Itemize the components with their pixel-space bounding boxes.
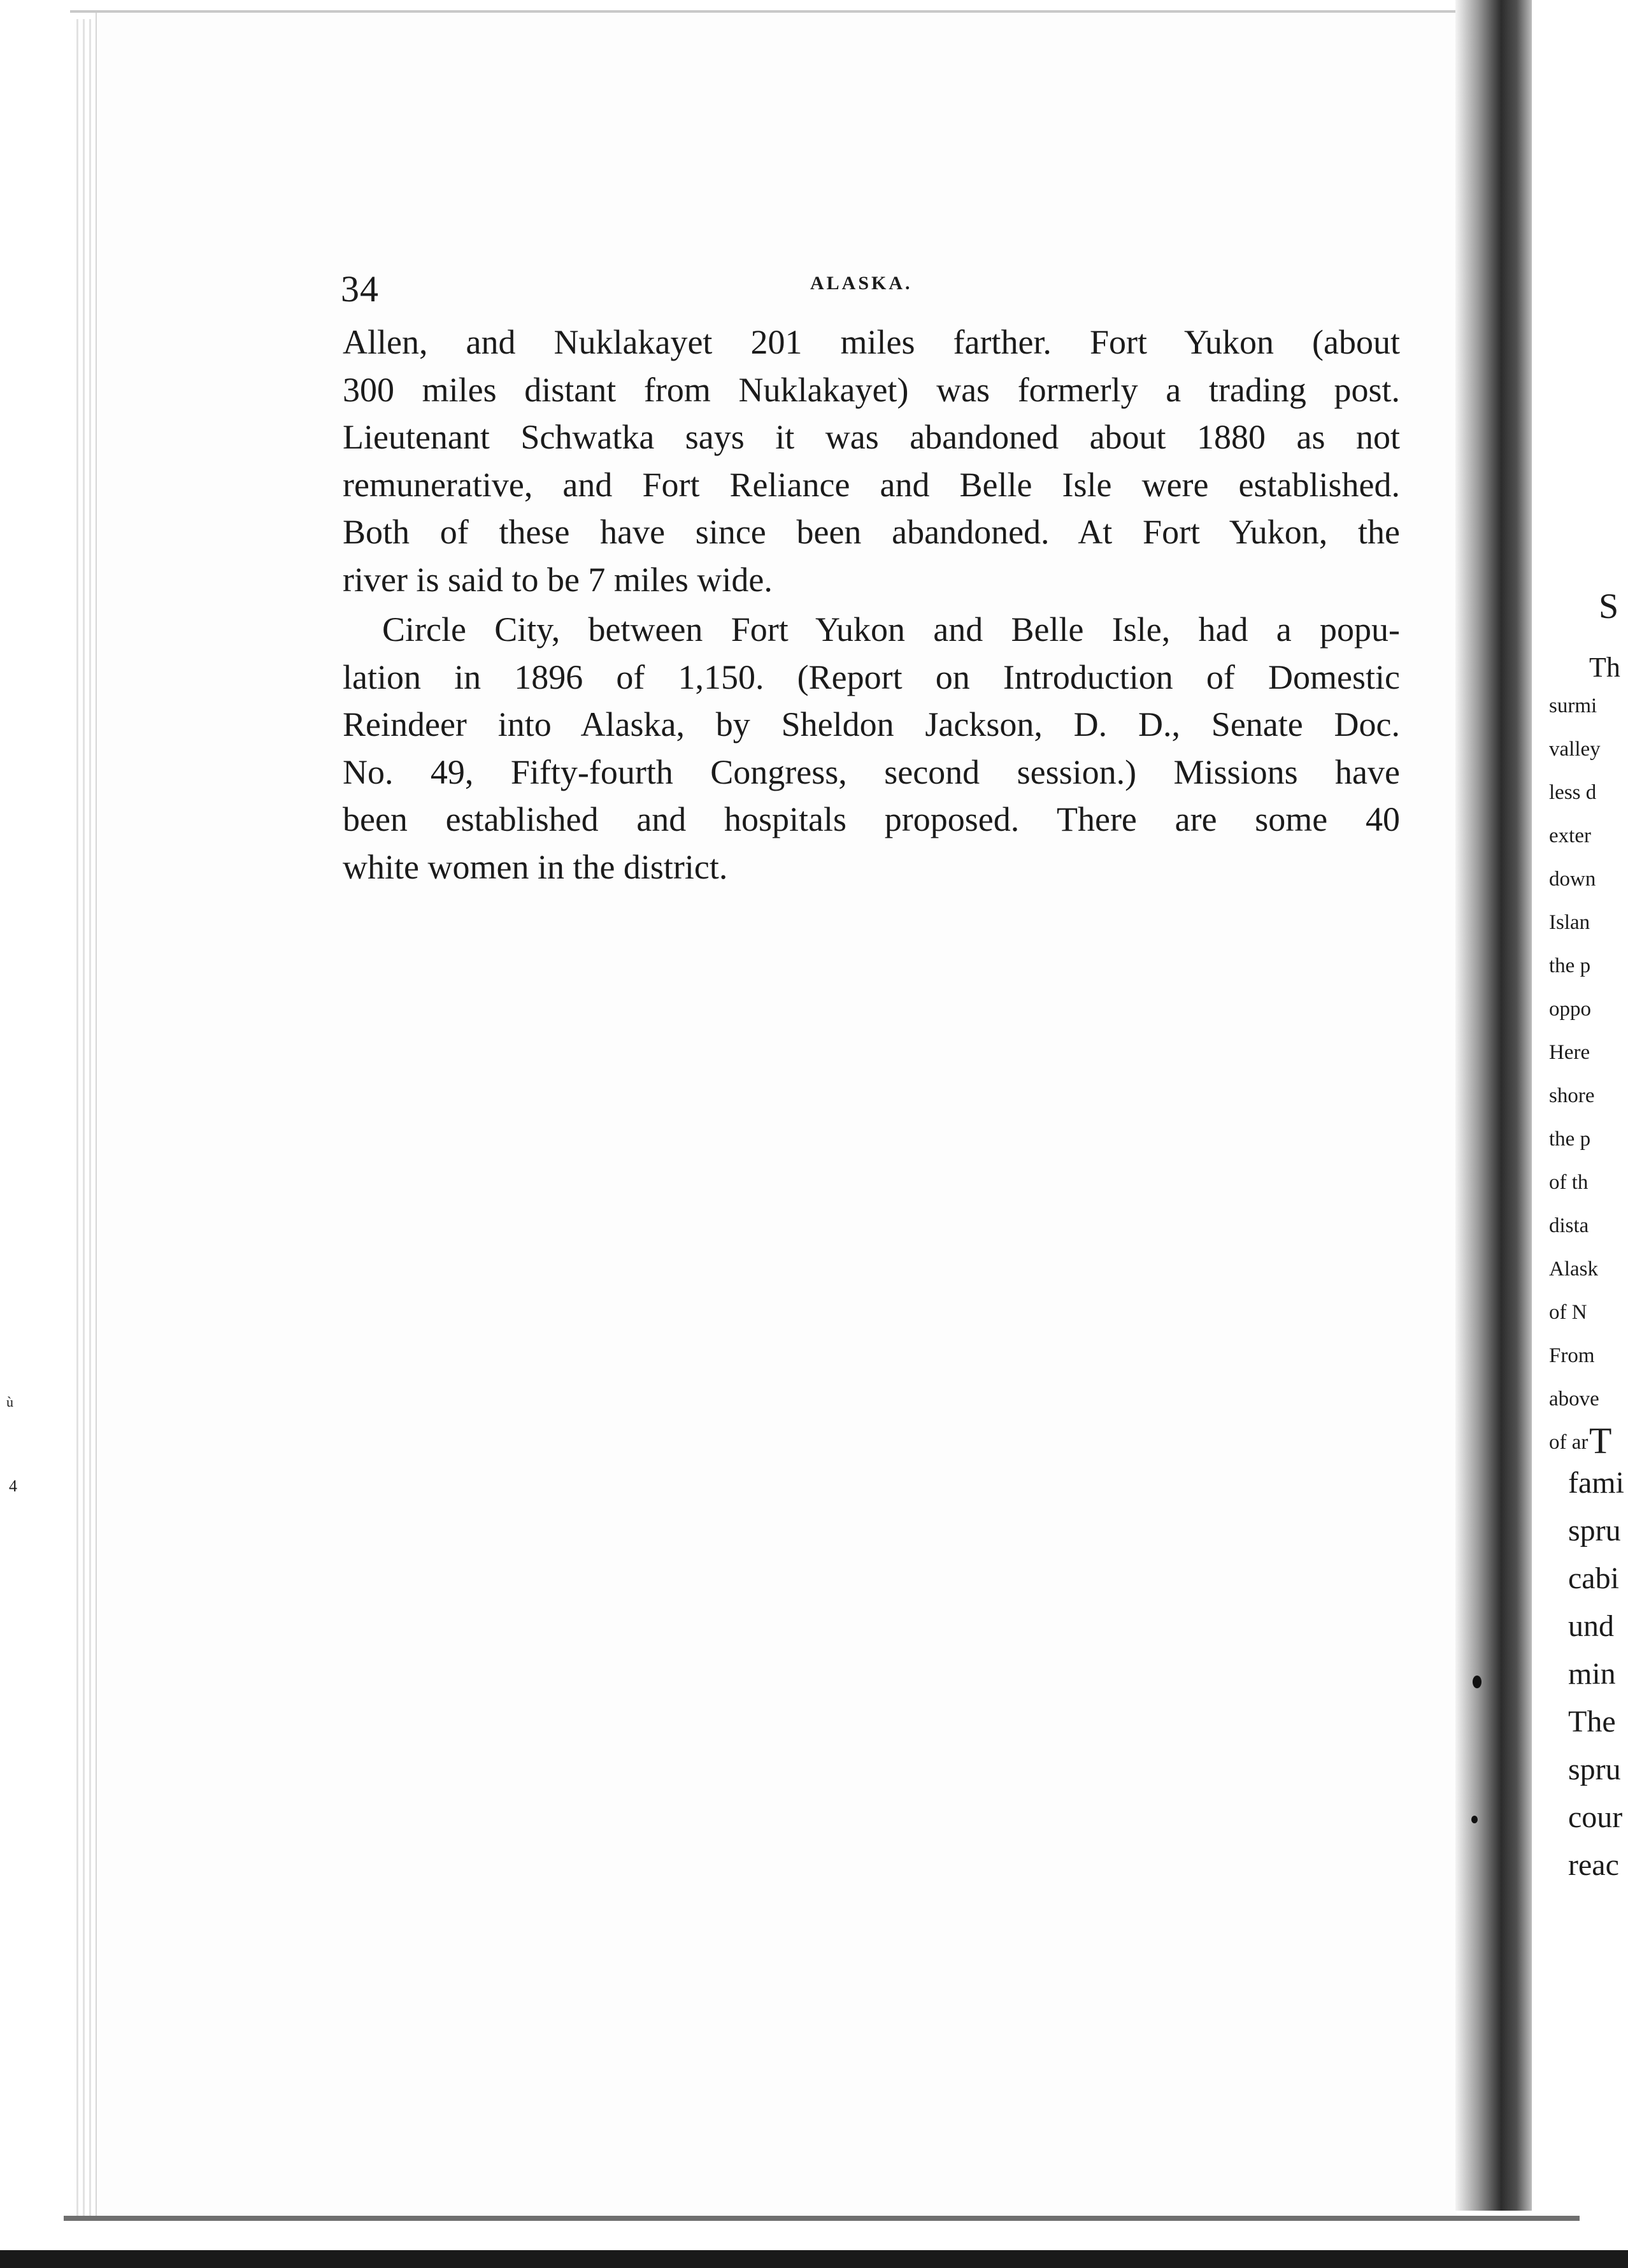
ink-speck [1473, 1676, 1482, 1688]
text-fragment: of th [1549, 1171, 1589, 1194]
page-number: 34 [341, 268, 379, 310]
text-fragment: cour [1568, 1800, 1623, 1834]
margin-mark: ù [6, 1394, 13, 1410]
book-gutter-shadow [1455, 0, 1532, 2211]
text-fragment: Th [1589, 652, 1620, 683]
text-fragment: above [1549, 1388, 1599, 1410]
text-line: No. 49, Fifty-fourth Congress, second session.) Missions have [343, 752, 1400, 791]
text-line: lation in 1896 of 1,150. (Report on Introduction of Domestic [343, 657, 1400, 696]
bottom-frame-rule [64, 2216, 1580, 2221]
text-fragment: the p [1549, 954, 1591, 977]
right-page-heading-fragment: S [1599, 587, 1619, 626]
text-line: river is said to be 7 miles wide. [343, 560, 773, 599]
text-fragment: of N [1549, 1301, 1587, 1324]
text-line: Circle City, between Fort Yukon and Belle Isle, had a popu- [382, 610, 1400, 649]
paragraph [343, 319, 1400, 603]
text-line: Lieutenant Schwatka says it was abandoned about 1880 as not [343, 418, 1400, 456]
text-fragment: dista [1549, 1214, 1589, 1237]
scan-bottom-band [0, 2250, 1628, 2268]
text-fragment: fami [1568, 1466, 1624, 1500]
text-fragment: min [1568, 1657, 1616, 1691]
text-line: white women in the district. [343, 847, 728, 886]
text-fragment: oppo [1549, 998, 1591, 1021]
text-fragment: cabi [1568, 1561, 1619, 1595]
text-line: Both of these have since been abandoned. At Fort Yukon, the [343, 513, 1400, 551]
ink-speck [1471, 1816, 1478, 1823]
text-fragment: less d [1549, 781, 1597, 804]
page-edge-line [89, 19, 91, 2217]
text-fragment: spru [1568, 1514, 1621, 1547]
text-fragment: The [1568, 1705, 1616, 1739]
text-line: been established and hospitals proposed. There are some 40 [343, 800, 1400, 838]
running-head: ALASKA. [810, 273, 913, 294]
text-fragment: Alask [1549, 1258, 1598, 1281]
text-line: Allen, and Nuklakayet 201 miles farther. Fort Yukon (about [343, 323, 1400, 361]
text-fragment: reac [1568, 1848, 1619, 1882]
text-fragment: From [1549, 1344, 1595, 1367]
text-fragment: surmi [1549, 694, 1597, 717]
text-fragment: spru [1568, 1753, 1621, 1786]
text-fragment: Here [1549, 1041, 1590, 1064]
text-fragment: und [1568, 1609, 1614, 1643]
text-fragment: the p [1549, 1128, 1591, 1151]
text-fragment: of ar [1549, 1431, 1589, 1454]
page-edge-line [76, 19, 78, 2217]
text-fragment: T [1589, 1420, 1612, 1461]
body-text [343, 319, 1400, 891]
text-fragment: shore [1549, 1084, 1595, 1107]
margin-mark: 4 [9, 1477, 17, 1495]
text-line: 300 miles distant from Nuklakayet) was formerly a trading post. [343, 370, 1400, 409]
text-line: remunerative, and Fort Reliance and Belle Isle were established. [343, 465, 1400, 504]
text-fragment: exter [1549, 824, 1591, 847]
text-fragment: valley [1549, 738, 1601, 761]
page-edge-line [83, 19, 85, 2217]
text-fragment: Islan [1549, 911, 1590, 934]
text-fragment: down [1549, 868, 1596, 891]
text-line: Reindeer into Alaska, by Sheldon Jackson, D. D., Senate Doc. [343, 705, 1400, 743]
paragraph [343, 606, 1400, 891]
